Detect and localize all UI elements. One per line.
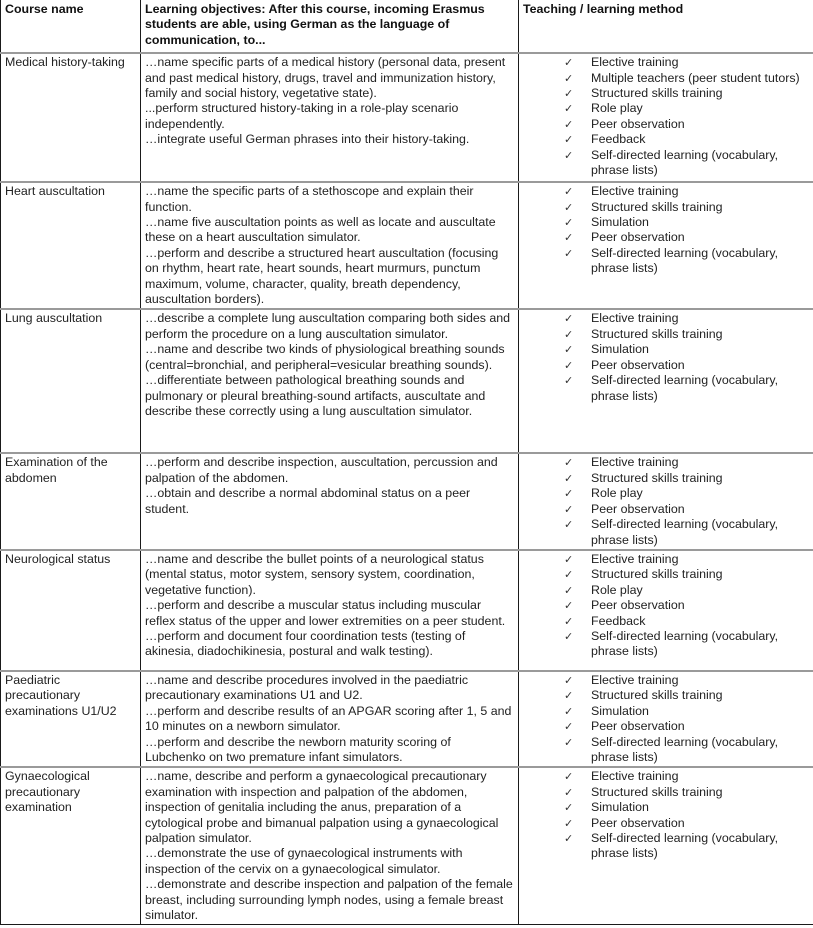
method-item [523, 148, 809, 179]
check-icon: ✓ [564, 374, 574, 388]
method-item [523, 358, 809, 373]
method-item [523, 200, 809, 215]
method-label: Feedback [591, 613, 646, 628]
method-item [523, 373, 809, 404]
learning-objective: …demonstrate the use of gynaecological instruments with inspection of the cervix on a gynaecological simulator. [145, 846, 463, 876]
method-item [523, 101, 809, 116]
method-label: Structured skills training [591, 86, 723, 101]
learning-objectives-cell [141, 453, 519, 549]
learning-objectives-cell [141, 767, 519, 925]
method-item [523, 215, 809, 230]
check-icon: ✓ [564, 117, 574, 131]
learning-objective: …perform and document four coordination tests (testing of akinesia, diadochikinesia, postural and walk testing). [145, 628, 466, 659]
method-label: Elective training [591, 672, 679, 687]
method-label: Elective training [591, 769, 679, 784]
check-icon: ✓ [564, 327, 574, 341]
method-item [523, 311, 809, 326]
check-icon: ✓ [564, 246, 574, 260]
check-icon: ✓ [564, 343, 574, 357]
learning-objective: …name and describe two kinds of physiological breathing sounds (central=bronchial, and peripheral=vesicular breathing sounds). [145, 342, 505, 372]
course-name-cell: Gynaecological precautionary examination [1, 767, 141, 925]
check-icon: ✓ [564, 629, 574, 643]
check-icon: ✓ [564, 502, 574, 516]
method-item [523, 673, 809, 688]
method-label: Simulation [591, 215, 649, 230]
check-icon: ✓ [564, 816, 574, 830]
learning-objective: …name, describe and perform a gynaecological precautionary examination with inspection and palpation of the abdomen, inspection of genitalia including the anus, preparation of a cytological probe and bimanual palpation using a gynaecological palpation simulator. [145, 769, 499, 845]
table-row [1, 550, 813, 671]
check-icon: ✓ [564, 689, 574, 703]
method-label: Elective training [591, 311, 679, 326]
method-label: Self-directed learning (vocabulary, phrase lists) [591, 245, 779, 276]
check-icon: ✓ [564, 552, 574, 566]
check-icon: ✓ [564, 216, 574, 230]
learning-objective: …demonstrate and describe inspection and palpation of the female breast, including surrounding lymph nodes, using a female breast simulator. [145, 877, 513, 922]
method-item [523, 471, 809, 486]
check-icon: ✓ [564, 185, 574, 199]
method-label: Structured skills training [591, 688, 723, 703]
check-icon: ✓ [564, 87, 574, 101]
check-icon: ✓ [564, 102, 574, 116]
learning-objectives-cell [141, 550, 519, 671]
course-name-cell: Neurological status [1, 550, 141, 671]
check-icon: ✓ [564, 487, 574, 501]
method-list [523, 769, 809, 861]
method-list [523, 455, 809, 547]
method-item [523, 86, 809, 101]
learning-objective: …name and describe the bullet points of a neurological status (mental status, motor system, sensory system, coordination, vegetative function). [145, 551, 484, 597]
learning-objective: …perform and describe inspection, auscultation, percussion and palpation of the abdomen. [145, 455, 498, 485]
table-row [1, 182, 813, 309]
method-label: Peer observation [591, 501, 685, 516]
check-icon: ✓ [564, 614, 574, 628]
check-icon: ✓ [564, 312, 574, 326]
method-label: Self-directed learning (vocabulary, phrase lists) [591, 830, 779, 861]
method-label: Simulation [591, 800, 649, 815]
course-name-cell: Paediatric precautionary examinations U1/U2 [1, 671, 141, 767]
teaching-methods-cell [519, 309, 813, 453]
learning-objectives-cell [141, 53, 519, 182]
method-item [523, 704, 809, 719]
method-label: Peer observation [591, 116, 685, 131]
check-icon: ✓ [564, 71, 574, 85]
method-label: Role play [591, 582, 643, 597]
teaching-methods-cell [519, 53, 813, 182]
method-label: Structured skills training [591, 470, 723, 485]
method-list [523, 311, 809, 403]
method-item [523, 629, 809, 660]
check-icon: ✓ [564, 56, 574, 70]
learning-objective: …describe a complete lung auscultation comparing both sides and perform the procedure on a lung auscultation simulator. [145, 311, 511, 341]
check-icon: ✓ [564, 735, 574, 749]
method-label: Role play [591, 486, 643, 501]
method-item [523, 719, 809, 734]
check-icon: ✓ [564, 831, 574, 845]
learning-objective: …name and describe procedures involved in the paediatric precautionary examinations U1 and U2. [145, 672, 469, 703]
method-item [523, 567, 809, 582]
teaching-methods-cell [519, 550, 813, 671]
learning-objective: …perform and describe a structured heart auscultation (focusing on rhythm, heart rate, heart sounds, heart murmurs, punctum maximum, volume, character, quality, breath dependency, auscultation borders). [145, 245, 499, 307]
method-item [523, 583, 809, 598]
learning-objective: …perform and describe results of an APGAR scoring after 1, 5 and 10 minutes on a newborn simulator. [145, 703, 512, 734]
method-label: Peer observation [591, 598, 685, 613]
method-label: Simulation [591, 342, 649, 357]
table-row [1, 767, 813, 925]
method-item [523, 688, 809, 703]
method-item [523, 735, 809, 766]
method-label: Self-directed learning (vocabulary, phrase lists) [591, 734, 779, 764]
check-icon: ✓ [564, 358, 574, 372]
method-label: Peer observation [591, 815, 685, 830]
check-icon: ✓ [564, 471, 574, 485]
header-row [1, 0, 813, 53]
method-item [523, 816, 809, 831]
method-item [523, 71, 809, 86]
method-item [523, 455, 809, 470]
method-label: Elective training [591, 551, 679, 566]
learning-objective: …perform and describe a muscular status including muscular reflex status of the upper and lower extremities on a peer student. [145, 598, 506, 628]
course-name-cell: Medical history-taking [1, 53, 141, 182]
method-label: Elective training [591, 184, 679, 199]
method-item [523, 769, 809, 784]
method-label: Peer observation [591, 230, 685, 245]
method-label: Self-directed learning (vocabulary, phrase lists) [591, 147, 779, 178]
teaching-methods-cell [519, 671, 813, 767]
method-item [523, 785, 809, 800]
method-item [523, 614, 809, 629]
method-item [523, 517, 809, 548]
check-icon: ✓ [564, 200, 574, 214]
method-item [523, 598, 809, 613]
teaching-methods-cell [519, 182, 813, 309]
method-item [523, 246, 809, 277]
method-label: Feedback [591, 132, 646, 147]
header-teaching-method: Teaching / learning method [519, 0, 813, 53]
method-label: Structured skills training [591, 326, 723, 341]
check-icon: ✓ [564, 148, 574, 162]
check-icon: ✓ [564, 673, 574, 687]
method-label: Elective training [591, 455, 679, 470]
learning-objective: ...perform structured history-taking in a role-play scenario independently. [145, 101, 459, 131]
method-item [523, 55, 809, 70]
table-body [1, 53, 813, 925]
method-item [523, 327, 809, 342]
table-row [1, 309, 813, 453]
method-list [523, 184, 809, 276]
method-label: Elective training [591, 55, 679, 70]
method-label: Self-directed learning (vocabulary, phrase lists) [591, 373, 779, 403]
method-item [523, 342, 809, 357]
method-item [523, 502, 809, 517]
learning-objective: …differentiate between pathological breathing sounds and pulmonary or pleural breathing-sound artifacts, auscultate and describe these correctly using a lung auscultation simulator. [145, 373, 486, 418]
learning-objectives-cell [141, 182, 519, 309]
method-label: Structured skills training [591, 567, 723, 582]
teaching-methods-cell [519, 767, 813, 925]
check-icon: ✓ [564, 456, 574, 470]
check-icon: ✓ [564, 133, 574, 147]
learning-objective: …name five auscultation points as well as locate and auscultate these on a heart auscultation simulator. [145, 215, 496, 245]
method-item [523, 800, 809, 815]
check-icon: ✓ [564, 704, 574, 718]
learning-objective: …name the specific parts of a stethoscope and explain their function. [145, 184, 474, 214]
method-item [523, 486, 809, 501]
check-icon: ✓ [564, 770, 574, 784]
method-item [523, 117, 809, 132]
table-row [1, 453, 813, 549]
method-item [523, 552, 809, 567]
method-list [523, 552, 809, 660]
check-icon: ✓ [564, 583, 574, 597]
learning-objective: …obtain and describe a normal abdominal status on a peer student. [145, 486, 471, 516]
method-item [523, 230, 809, 245]
course-name-cell: Examination of the abdomen [1, 453, 141, 549]
learning-objectives-cell [141, 671, 519, 767]
check-icon: ✓ [564, 231, 574, 245]
method-label: Peer observation [591, 357, 685, 372]
check-icon: ✓ [564, 720, 574, 734]
method-label: Peer observation [591, 719, 685, 734]
course-name-cell: Lung auscultation [1, 309, 141, 453]
check-icon: ✓ [564, 568, 574, 582]
learning-objective: …name specific parts of a medical history (personal data, present and past medical history, drugs, travel and immunization history, family and social history, vegetative state). [145, 55, 506, 101]
teaching-methods-cell [519, 453, 813, 549]
method-item [523, 184, 809, 199]
method-item [523, 831, 809, 862]
method-label: Self-directed learning (vocabulary, phrase lists) [591, 517, 779, 547]
check-icon: ✓ [564, 785, 574, 799]
method-label: Simulation [591, 703, 649, 718]
method-list [523, 673, 809, 765]
check-icon: ✓ [564, 518, 574, 532]
method-label: Self-directed learning (vocabulary, phrase lists) [591, 628, 779, 659]
table-row [1, 671, 813, 767]
method-list [523, 55, 809, 178]
header-course-name: Course name [1, 0, 141, 53]
course-name-cell: Heart auscultation [1, 182, 141, 309]
method-label: Multiple teachers (peer student tutors) [591, 70, 800, 85]
method-label: Role play [591, 101, 643, 116]
method-label: Structured skills training [591, 199, 723, 214]
learning-objectives-cell [141, 309, 519, 453]
learning-objective: …integrate useful German phrases into their history-taking. [145, 132, 470, 147]
check-icon: ✓ [564, 801, 574, 815]
check-icon: ✓ [564, 599, 574, 613]
method-item [523, 132, 809, 147]
table-row [1, 53, 813, 182]
learning-objective: …perform and describe the newborn maturity scoring of Lubchenko on two premature infant simulators. [145, 734, 451, 764]
method-label: Structured skills training [591, 784, 723, 799]
header-learning-objectives: Learning objectives: After this course, incoming Erasmus students are able, using German as the language of communication, to... [141, 0, 519, 53]
